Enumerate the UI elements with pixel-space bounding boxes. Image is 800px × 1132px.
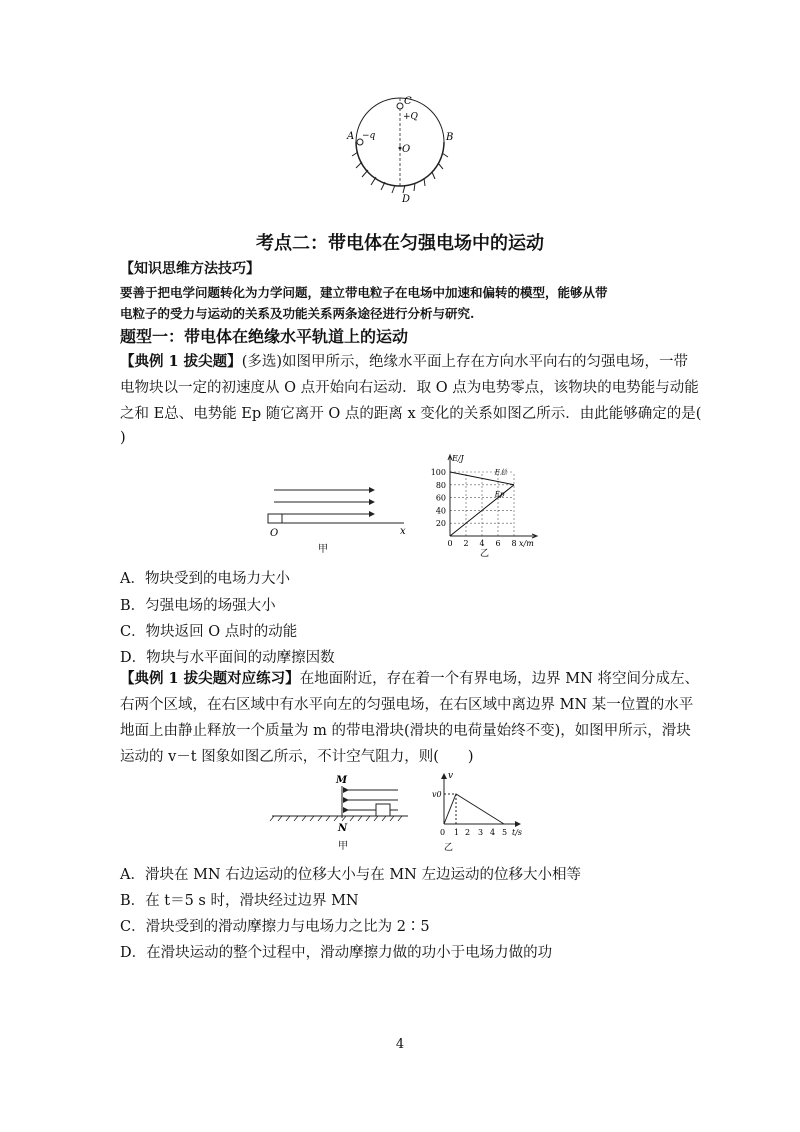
x-tick-label: 8 [511,539,517,548]
tick-5: 5 [502,828,508,837]
example-2-tag: 【典例 1 拔尖题对应练习】 [120,670,300,687]
example-2-option-a: A．滑块在 MN 右边运动的位移大小与在 MN 左边运动的位移大小相等 [120,867,581,883]
tick-1: 1 [454,828,460,837]
label-d: D [402,194,411,204]
tick-0: 0 [440,828,446,837]
field-figure [262,480,412,558]
x-axis-label: x/m [519,539,534,548]
boundary-figure [268,772,418,852]
y-tick-label: 40 [435,506,446,516]
type-heading: 题型一：带电体在绝缘水平轨道上的运动 [120,327,409,346]
example-1-line-2: 电物块以一定的初速度从 O 点开始向右运动．取 O 点为电势零点，该物块的电势能与动能 [120,380,699,396]
label-x: x [400,526,406,537]
figure-caption-jia-2: 甲 [338,841,348,852]
tick-2: 2 [465,828,471,837]
example-1-option-c: C．物块返回 O 点时的动能 [120,624,298,640]
tick-3: 3 [478,828,484,837]
example-1-option-a: A．物块受到的电场力大小 [120,571,290,587]
figure-caption-yi: 乙 [480,549,490,558]
example-2-line-4: 运动的 v－t 图象如图乙所示，不计空气阻力，则( ) [120,749,474,765]
page-number: 4 [395,1037,405,1052]
figure-caption-jia: 甲 [318,544,328,555]
v0-label: v0 [432,790,442,799]
y-axis-label: E/J [452,454,464,463]
label-c: C [404,96,412,107]
example-2-option-b: B．在 t＝5 s 时，滑块经过边界 MN [120,893,359,909]
y-tick-label: 60 [435,493,446,503]
method-line-2: 电粒子的受力与运动的关系及功能关系两条途径进行分析与研究. [120,306,475,321]
v-axis-label: v [448,771,454,781]
example-1-tag: 【典例 1 拔尖题】 [120,353,242,370]
example-1-text-1: (多选)如图甲所示，绝缘水平面上存在方向水平向右的匀强电场，一带 [241,354,688,370]
example-2-option-d: D．在滑块运动的整个过程中，滑动摩擦力做的功小于电场力做的功 [120,945,553,961]
example-2-line-3: 地面上由静止释放一个质量为 m 的带电滑块(滑块的电荷量始终不变)，如图甲所示，滑块 [120,723,691,739]
example-1-option-d: D．物块与水平面间的动摩擦因数 [120,650,335,666]
x-tick-label: 4 [479,539,485,548]
energy-chart [420,452,545,558]
x-tick-label: 6 [495,539,501,548]
label-n: N [338,823,348,834]
tick-4: 4 [490,828,496,837]
example-2-option-c: C．滑块受到的滑动摩擦力与电场力之比为 2∶5 [120,919,430,935]
circle-figure [340,92,460,204]
y-tick-label: 80 [435,480,446,490]
label-o: O [402,144,411,155]
label-b: B [446,132,454,143]
x-tick-label: 0 [447,539,453,548]
series-label-total: E总 [494,468,507,477]
y-tick-label: 100 [430,468,446,477]
label-o: O [270,528,279,539]
method-heading: 【知识思维方法技巧】 [120,261,260,277]
method-line-1: 要善于把电学问题转化为力学问题，建立带电粒子在电场中加速和偏转的模型，能够从带 [120,285,608,300]
label-plus-q: +Q [403,112,418,122]
x-tick-label: 2 [463,539,469,548]
t-axis-label: t/s [512,828,523,837]
label-minus-q: −q [362,131,376,141]
example-2-line-1 [120,669,699,689]
series-label-ep: Ep [494,490,505,499]
example-2-line-2: 右两个区域，在右区域中有水平向左的匀强电场，在右区域中离边界 MN 某一位置的水平 [120,697,694,713]
example-1-line-1 [120,352,688,372]
y-tick-label: 20 [435,519,446,529]
example-1-line-3: 之和 E总、电势能 Ep 随它离开 O 点的距离 x 变化的关系如图乙所示．由此能够确定的是( [120,406,702,422]
example-1-line-4: ) [120,430,126,446]
section-title: 考点二：带电体在匀强电场中的运动 [256,233,544,254]
label-m: M [336,775,348,786]
label-a: A [347,131,355,142]
example-1-option-b: B．匀强电场的场强大小 [120,598,276,614]
example-2-text-1: 在地面附近，存在着一个有界电场，边界 MN 将空间分成左、 [299,671,699,687]
velocity-chart [432,768,532,854]
figure-caption-yi-2: 乙 [444,843,454,853]
